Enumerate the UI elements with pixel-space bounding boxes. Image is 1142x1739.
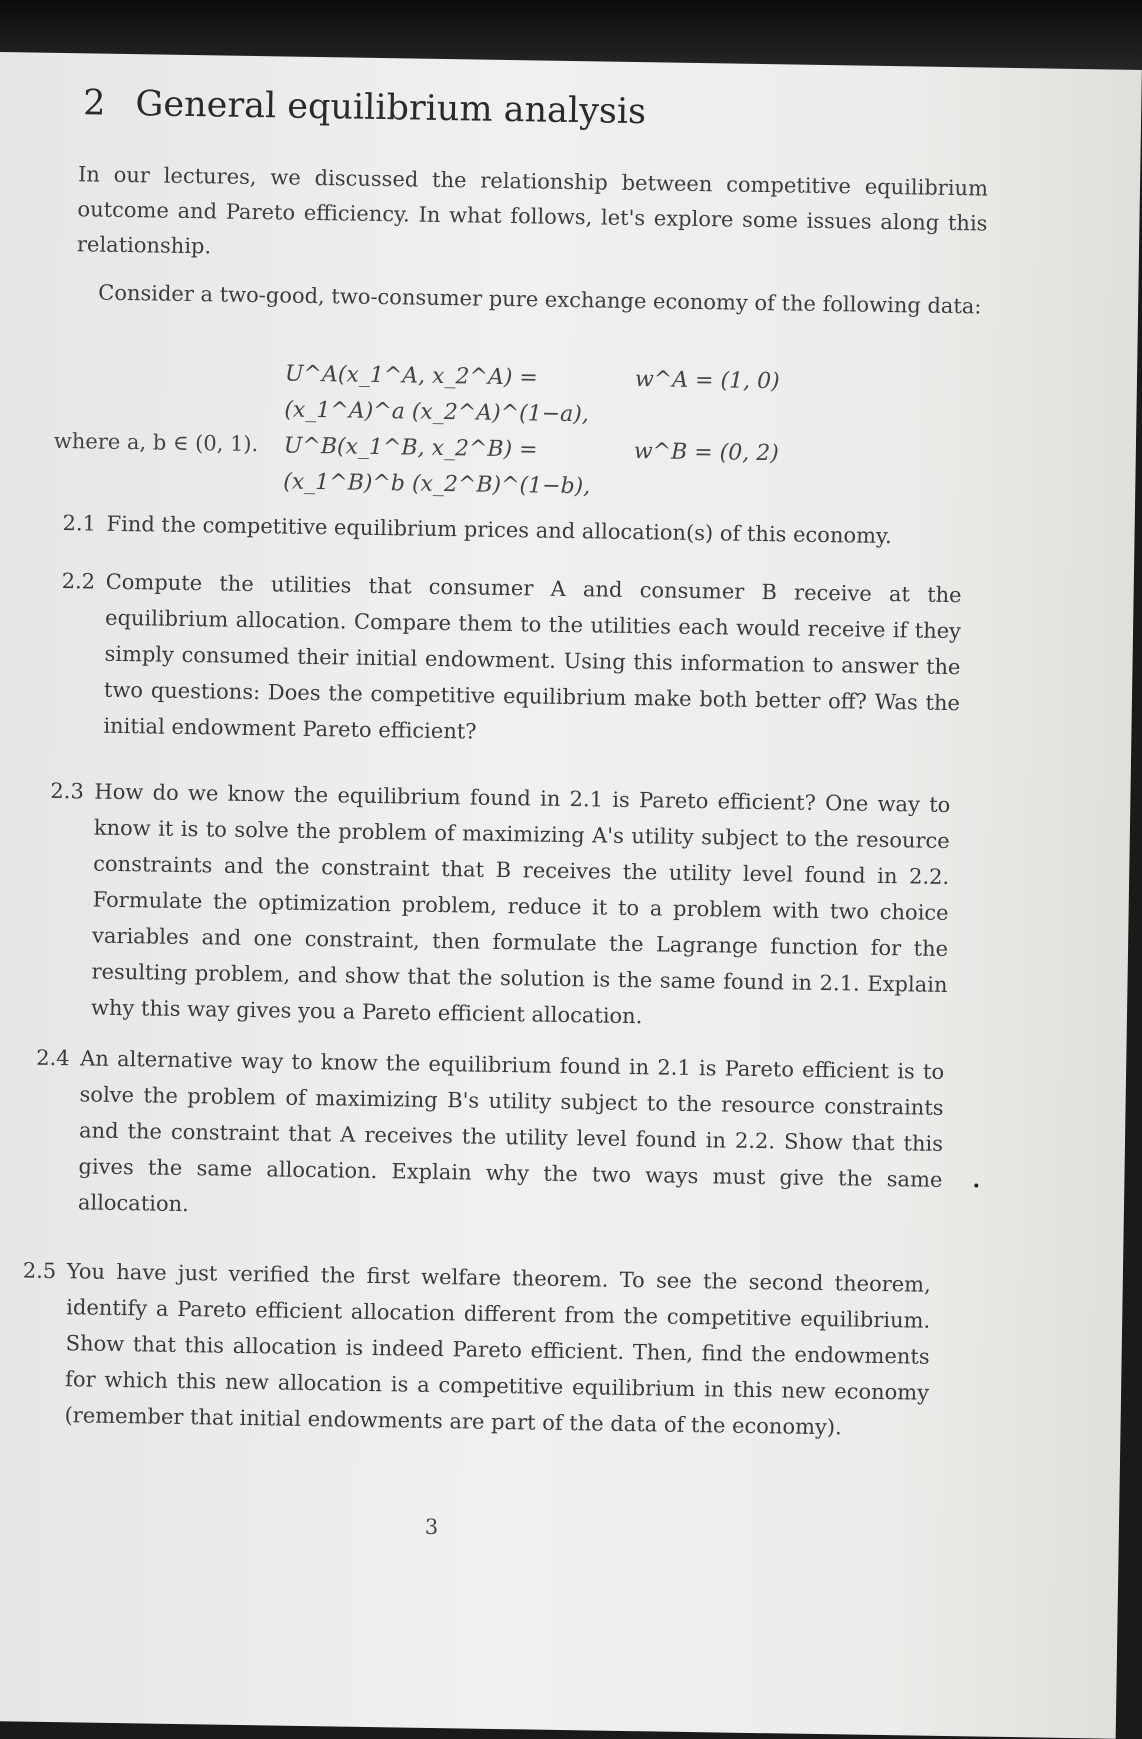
question-number: 2.1	[62, 511, 97, 536]
question-text: An alternative way to know the equilibrium found in 2.1 is Pareto efficient is to solve the problem of maximizing B's utility subject to the resource constraints and the constraint that A receives the utility level found in 2.2. Show that this gives the same allocation. Explain why the two ways must give the same allocation.	[77, 1046, 945, 1217]
question-item	[62, 505, 962, 555]
question-text: You have just verified the first welfare theorem. To see the second theorem, identify a Pareto efficient allocation different from the competitive equilibrium. Show that this allocation is indeed Pareto efficient. Then, find the endowments for which this new allocation is a competitive equilibrium in this new economy (remember that initial endowments are part of the data of the economy).	[64, 1259, 931, 1440]
equation-row-b	[283, 429, 884, 510]
intro-paragraph: In our lectures, we discussed the relationship between competitive equilibrium outcome and Pareto efficiency. In what follows, let's explore some issues along this relationship.	[76, 162, 989, 259]
utility-b-equation: U^B(x_1^B, x_2^B) = (x_1^B)^b (x_2^B)^(1−b),	[283, 433, 591, 500]
question-item	[34, 1040, 945, 1234]
endowment-b: w^B = (0, 2)	[633, 439, 779, 467]
section-number: 2	[82, 83, 106, 124]
stray-mark	[974, 1183, 978, 1187]
question-item	[59, 563, 962, 757]
question-item	[47, 773, 951, 1039]
parameter-condition: where a, b ∈ (0, 1).	[53, 428, 259, 457]
question-number: 2.5	[22, 1258, 57, 1284]
page-number: 3	[424, 1514, 439, 1540]
endowment-a: w^A = (1, 0)	[634, 367, 780, 395]
question-number: 2.3	[50, 778, 84, 804]
section-heading	[83, 83, 646, 132]
consider-paragraph: Consider a two-good, two-consumer pure exchange economy of the following data:	[98, 280, 982, 319]
document-page	[0, 52, 1142, 1739]
question-text: How do we know the equilibrium found in 2.1 is Pareto efficient? One way to know it is to solve the problem of maximizing A's utility subject to the resource constraints and the constraint that B receives the utility level found in 2.2. Formulate the optimization problem, reduce it to a problem with two choice variables and one constraint, then formulate the Lagrange function for the resulting problem, and show that the solution is the same found in 2.1. Explain why this way gives you a Pareto efficient allocation.	[90, 779, 951, 1029]
section-title: General equilibrium analysis	[135, 84, 647, 133]
question-text: Compute the utilities that consumer A and consumer B receive at the equilibrium allocation. Compare them to the utilities each would receive if they simply consumed their initial endowment. Using this information to answer the two questions: Does the competitive equilibrium make both better off? Was the initial endowment Pareto efficient?	[103, 569, 962, 744]
question-number: 2.2	[61, 569, 96, 594]
question-item	[20, 1253, 931, 1447]
equation-row-a	[284, 357, 885, 438]
equation-block	[283, 357, 885, 510]
question-text: Find the competitive equilibrium prices and allocation(s) of this economy.	[106, 511, 892, 549]
utility-a-equation: U^A(x_1^A, x_2^A) = (x_1^A)^a (x_2^A)^(1−a),	[284, 361, 590, 428]
question-number: 2.4	[36, 1045, 70, 1071]
